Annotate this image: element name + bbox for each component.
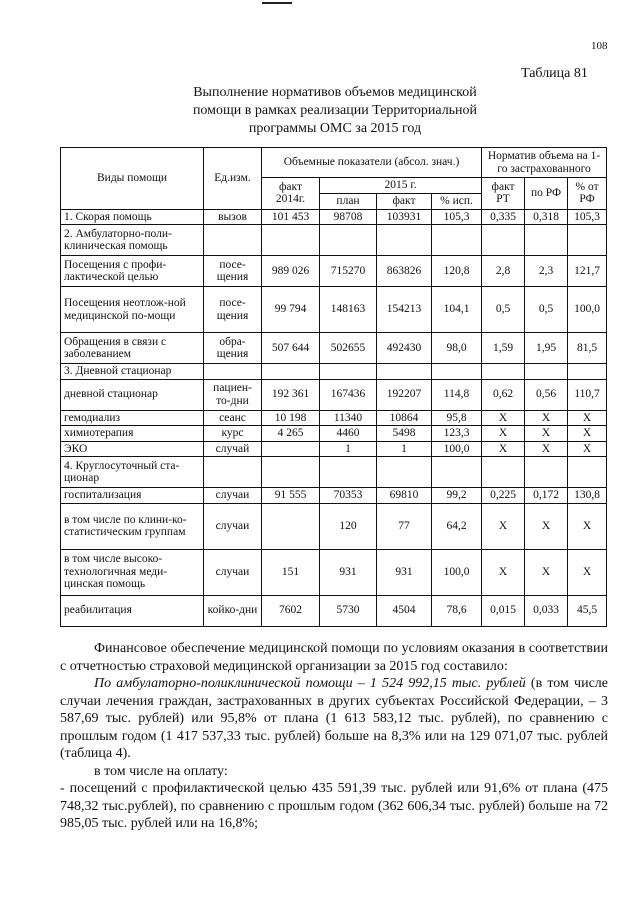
table-label: Таблица 81 <box>521 66 588 81</box>
cell-fact: 492430 <box>377 333 432 364</box>
table-row <box>61 595 607 626</box>
cell-rf <box>525 457 568 488</box>
cell-pct-exec: 64,2 <box>432 503 482 549</box>
cell-kind: Посещения неотлож-ной медицинской по-мощи <box>61 287 204 333</box>
cell-unit: случаи <box>204 503 262 549</box>
header-pct-rf: % от РФ <box>568 178 607 210</box>
table-row <box>61 549 607 595</box>
cell-fact2014: 507 644 <box>262 333 320 364</box>
cell-fact: 77 <box>377 503 432 549</box>
cell-fact2014 <box>262 457 320 488</box>
scan-mark <box>262 2 292 4</box>
header-kind: Виды помощи <box>61 148 204 210</box>
cell-rf <box>525 225 568 256</box>
cell-rf: 0,033 <box>525 595 568 626</box>
cell-fact: 931 <box>377 549 432 595</box>
cell-pct-exec: 114,8 <box>432 379 482 410</box>
cell-unit <box>204 457 262 488</box>
cell-fact2014: 91 555 <box>262 488 320 504</box>
table-row <box>61 426 607 442</box>
cell-pct-rf: Х <box>568 549 607 595</box>
table-row <box>61 379 607 410</box>
header-fact2014: факт 2014г. <box>262 178 320 210</box>
cell-unit: случаи <box>204 549 262 595</box>
cell-kind: дневной стационар <box>61 379 204 410</box>
cell-rf: 1,95 <box>525 333 568 364</box>
cell-plan: 1 <box>320 441 377 457</box>
cell-pct-rf: 110,7 <box>568 379 607 410</box>
cell-fact-rt: 0,5 <box>482 287 525 333</box>
cell-pct-exec: 100,0 <box>432 441 482 457</box>
cell-plan: 70353 <box>320 488 377 504</box>
cell-kind: Посещения с профи-лактической целью <box>61 256 204 287</box>
cell-pct-rf: 130,8 <box>568 488 607 504</box>
table-row <box>61 333 607 364</box>
cell-fact2014: 151 <box>262 549 320 595</box>
cell-kind: 1. Скорая помощь <box>61 209 204 225</box>
cell-unit <box>204 225 262 256</box>
cell-pct-exec: 120,8 <box>432 256 482 287</box>
cell-pct-exec: 123,3 <box>432 426 482 442</box>
table-title <box>150 84 520 138</box>
cell-pct-rf: Х <box>568 426 607 442</box>
header-2015: 2015 г. <box>320 178 482 194</box>
cell-pct-rf <box>568 457 607 488</box>
cell-kind: 2. Амбулаторно-поли-клиническая помощь <box>61 225 204 256</box>
cell-fact: 863826 <box>377 256 432 287</box>
cell-fact2014 <box>262 441 320 457</box>
header-rf: по РФ <box>525 178 568 210</box>
cell-fact-rt <box>482 225 525 256</box>
cell-fact: 5498 <box>377 426 432 442</box>
title-line: помощи в рамках реализации Территориальной <box>192 103 478 118</box>
cell-fact2014: 10 198 <box>262 410 320 426</box>
cell-plan <box>320 364 377 380</box>
cell-unit: случаи <box>204 488 262 504</box>
title-line: программы ОМС за 2015 год <box>248 121 422 136</box>
cell-pct-rf <box>568 364 607 380</box>
cell-kind: ЭКО <box>61 441 204 457</box>
cell-rf: 0,5 <box>525 287 568 333</box>
cell-unit: койко-дни <box>204 595 262 626</box>
cell-pct-exec: 78,6 <box>432 595 482 626</box>
cell-fact: 154213 <box>377 287 432 333</box>
cell-pct-exec <box>432 364 482 380</box>
table-row <box>61 503 607 549</box>
cell-rf: Х <box>525 549 568 595</box>
cell-kind: госпитализация <box>61 488 204 504</box>
cell-fact: 103931 <box>377 209 432 225</box>
cell-unit: посе-щения <box>204 287 262 333</box>
header-volume: Объемные показатели (абсол. знач.) <box>262 148 482 178</box>
cell-plan: 120 <box>320 503 377 549</box>
cell-plan <box>320 225 377 256</box>
table-row <box>61 457 607 488</box>
cell-fact-rt <box>482 364 525 380</box>
cell-fact2014 <box>262 364 320 380</box>
cell-unit: посе-щения <box>204 256 262 287</box>
cell-rf: 0,56 <box>525 379 568 410</box>
header-fact-rt: факт РТ <box>482 178 525 210</box>
cell-pct-exec: 100,0 <box>432 549 482 595</box>
cell-plan: 715270 <box>320 256 377 287</box>
paragraph-including: в том числе на оплату: <box>94 763 228 779</box>
cell-rf: Х <box>525 410 568 426</box>
cell-pct-rf: 121,7 <box>568 256 607 287</box>
cell-fact-rt: Х <box>482 426 525 442</box>
cell-pct-rf <box>568 225 607 256</box>
cell-fact: 4504 <box>377 595 432 626</box>
cell-rf: Х <box>525 426 568 442</box>
cell-pct-exec: 99,2 <box>432 488 482 504</box>
cell-plan: 98708 <box>320 209 377 225</box>
cell-fact2014: 7602 <box>262 595 320 626</box>
data-table <box>60 147 607 627</box>
cell-unit: обра-щения <box>204 333 262 364</box>
cell-fact: 192207 <box>377 379 432 410</box>
ambulatory-details: (в том числе случаи лечения граждан, застрахованных в других субъектах Российской Федерации, – 3 587,69 тыс. рублей) или 95,8% от плана (1 613 583,12 тыс. рублей), по сравнению с прошлым годом (1 417 537,33 тыс. рублей) больше на 8,3% или на 129 071,07 тыс. рублей (таблица 4). <box>60 676 608 761</box>
cell-unit <box>204 364 262 380</box>
cell-fact <box>377 457 432 488</box>
cell-kind: химиотерапия <box>61 426 204 442</box>
cell-rf: 2,3 <box>525 256 568 287</box>
cell-kind: в том числе высоко-технологичная меди-цинская помощь <box>61 549 204 595</box>
cell-kind: реабилитация <box>61 595 204 626</box>
cell-fact: 1 <box>377 441 432 457</box>
cell-fact-rt: 0,225 <box>482 488 525 504</box>
cell-pct-rf: 45,5 <box>568 595 607 626</box>
title-line: Выполнение нормативов объемов медицинской <box>193 85 477 100</box>
cell-pct-rf: 100,0 <box>568 287 607 333</box>
header-plan: план <box>320 193 377 209</box>
cell-unit: вызов <box>204 209 262 225</box>
cell-unit: пациен-то-дни <box>204 379 262 410</box>
cell-fact-rt: Х <box>482 441 525 457</box>
cell-fact-rt: Х <box>482 503 525 549</box>
cell-plan: 167436 <box>320 379 377 410</box>
cell-fact-rt: Х <box>482 549 525 595</box>
cell-fact-rt <box>482 457 525 488</box>
cell-pct-rf: 105,3 <box>568 209 607 225</box>
body-text <box>60 640 608 833</box>
cell-fact2014: 99 794 <box>262 287 320 333</box>
header-norm: Норматив объема на 1-го застрахованного <box>482 148 607 178</box>
cell-fact: 69810 <box>377 488 432 504</box>
header-pct-exec: % исп. <box>432 193 482 209</box>
ambulatory-summary: По амбулаторно-поликлинической помощи – 1 524 992,15 тыс. рублей <box>94 676 526 691</box>
cell-plan: 148163 <box>320 287 377 333</box>
cell-plan: 5730 <box>320 595 377 626</box>
cell-fact-rt: Х <box>482 410 525 426</box>
cell-rf: Х <box>525 503 568 549</box>
paragraph-ambulatory <box>60 675 608 763</box>
cell-kind: 4. Круглосуточный ста-ционар <box>61 457 204 488</box>
table-row <box>61 441 607 457</box>
cell-kind: 3. Дневной стационар <box>61 364 204 380</box>
cell-fact-rt: 0,015 <box>482 595 525 626</box>
cell-rf: 0,318 <box>525 209 568 225</box>
cell-pct-exec: 104,1 <box>432 287 482 333</box>
cell-pct-rf: 81,5 <box>568 333 607 364</box>
cell-rf: 0,172 <box>525 488 568 504</box>
header-fact: факт <box>377 193 432 209</box>
cell-plan: 931 <box>320 549 377 595</box>
cell-fact2014 <box>262 503 320 549</box>
cell-fact-rt: 0,335 <box>482 209 525 225</box>
cell-pct-rf: Х <box>568 410 607 426</box>
cell-fact-rt: 0,62 <box>482 379 525 410</box>
table-row <box>61 209 607 225</box>
table-row <box>61 256 607 287</box>
cell-pct-rf: Х <box>568 441 607 457</box>
cell-kind: гемодиализ <box>61 410 204 426</box>
cell-fact-rt: 1,59 <box>482 333 525 364</box>
cell-fact2014: 192 361 <box>262 379 320 410</box>
cell-fact2014: 989 026 <box>262 256 320 287</box>
cell-unit: курс <box>204 426 262 442</box>
table-row <box>61 287 607 333</box>
cell-plan: 11340 <box>320 410 377 426</box>
cell-fact: 10864 <box>377 410 432 426</box>
cell-rf: Х <box>525 441 568 457</box>
paragraph-financing: Финансовое обеспечение медицинской помощи по условиям оказания в соответствии с отчетностью страховой медицинской организации за 2015 год составило: <box>60 641 608 674</box>
cell-fact2014: 4 265 <box>262 426 320 442</box>
table-row <box>61 410 607 426</box>
cell-pct-exec <box>432 225 482 256</box>
cell-plan: 4460 <box>320 426 377 442</box>
cell-unit: случай <box>204 441 262 457</box>
cell-kind: Обращения в связи с заболеванием <box>61 333 204 364</box>
cell-rf <box>525 364 568 380</box>
table-row <box>61 225 607 256</box>
header-unit: Ед.изм. <box>204 148 262 210</box>
cell-plan <box>320 457 377 488</box>
cell-fact2014 <box>262 225 320 256</box>
table-row <box>61 364 607 380</box>
cell-unit: сеанс <box>204 410 262 426</box>
cell-fact <box>377 225 432 256</box>
cell-kind: в том числе по клини-ко-статистическим группам <box>61 503 204 549</box>
cell-fact <box>377 364 432 380</box>
cell-pct-exec: 95,8 <box>432 410 482 426</box>
cell-pct-exec: 98,0 <box>432 333 482 364</box>
cell-pct-exec <box>432 457 482 488</box>
page-number: 108 <box>591 40 608 52</box>
paragraph-preventive: - посещений с профилактической целью 435 591,39 тыс. рублей или 91,6% от плана (475 748,32 тыс.рублей), по сравнению с прошлым годом (362 606,34 тыс. рублей) больше на 72 985,05 тыс. рублей или на 16,8%; <box>60 781 608 831</box>
cell-fact-rt: 2,8 <box>482 256 525 287</box>
cell-pct-exec: 105,3 <box>432 209 482 225</box>
cell-fact2014: 101 453 <box>262 209 320 225</box>
cell-pct-rf: Х <box>568 503 607 549</box>
cell-plan: 502655 <box>320 333 377 364</box>
table-row <box>61 488 607 504</box>
